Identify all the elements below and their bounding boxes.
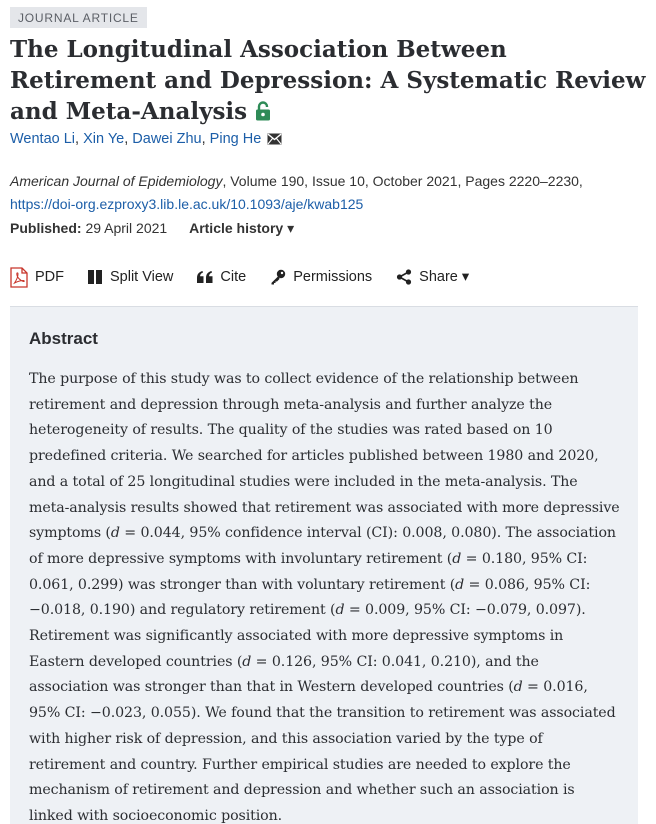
author-link[interactable]: Ping He [209, 131, 262, 147]
permissions-button[interactable] [270, 269, 372, 285]
article-history-dropdown[interactable]: Article history ▾ [189, 220, 295, 236]
article-toolbar [10, 266, 493, 288]
journal-name[interactable]: American Journal of Epidemiology [10, 173, 223, 189]
author-link[interactable]: Xin Ye [83, 131, 125, 147]
article-type-badge: JOURNAL ARTICLE [10, 7, 147, 28]
pdf-label: PDF [35, 269, 64, 285]
pdf-button[interactable] [10, 267, 64, 288]
author-list: Wentao Li, Xin Ye, Dawei Zhu, Ping He [10, 131, 282, 149]
published-date: 29 April 2021 [85, 220, 168, 236]
citation-details: , Volume 190, Issue 10, October 2021, Pages 2220–2230, [222, 173, 583, 189]
abstract-heading: Abstract [29, 329, 98, 348]
quote-icon [197, 271, 213, 283]
split-view-label: Split View [110, 269, 174, 285]
article-title: The Longitudinal Association Between Retirement and Depression: A Systematic Review and Meta-Analysis [10, 34, 646, 129]
share-label: Share ▾ [419, 269, 470, 285]
share-dropdown[interactable] [396, 269, 469, 285]
split-view-button[interactable] [88, 269, 173, 285]
share-icon [396, 269, 412, 285]
author-link[interactable]: Dawei Zhu [132, 131, 202, 147]
split-view-icon [88, 270, 103, 284]
cite-label: Cite [220, 269, 247, 285]
abstract-text: The purpose of this study was to collect evidence of the relationship between retirement and depression through meta-analysis and further analyze the heterogeneity of results. The quality of the studies was rated based on 10 predefined criteria. We searched for articles published between 1980 and 2020, and a total of 25 longitudinal studies were included in the meta-analysis. The meta-analysis results showed that retirement was associated with more depressive symptoms (d = 0.044, 95% confidence interval (CI): 0.008, 0.080). The association of more depressive symptoms with involuntary retirement (d = 0.180, 95% CI: 0.061, 0.299) was stronger than with voluntary retirement (d = 0.086, 95% CI: −0.018, 0.190) and regulatory retirement (d = 0.009, 95% CI: −0.079, 0.097). Retirement was significantly associated with more depressive symptoms in Eastern developed countries (d = 0.126, 95% CI: 0.041, 0.210), and the association was stronger than that in Western developed countries (d = 0.016, 95% CI: −0.023, 0.055). We found that the transition to retirement was associated with higher risk of depression, and this association varied by the type of retirement and country. Further empirical studies are needed to explore the mechanism of retirement and depression and whether such an association is linked with socioeconomic position. [29, 371, 620, 824]
doi-link[interactable]: https://doi-org.ezproxy3.lib.le.ac.uk/10.1093/aje/kwab125 [10, 196, 364, 212]
publication-info [10, 220, 294, 237]
citation [10, 170, 650, 216]
published-label: Published: [10, 220, 82, 236]
permissions-label: Permissions [293, 269, 373, 285]
abstract-section [10, 306, 638, 824]
email-icon[interactable] [267, 133, 282, 149]
author-link[interactable]: Wentao Li [10, 131, 76, 147]
key-icon [270, 269, 286, 285]
cite-button[interactable] [197, 269, 246, 285]
pdf-icon [10, 267, 28, 288]
open-access-lock-icon [255, 98, 271, 129]
